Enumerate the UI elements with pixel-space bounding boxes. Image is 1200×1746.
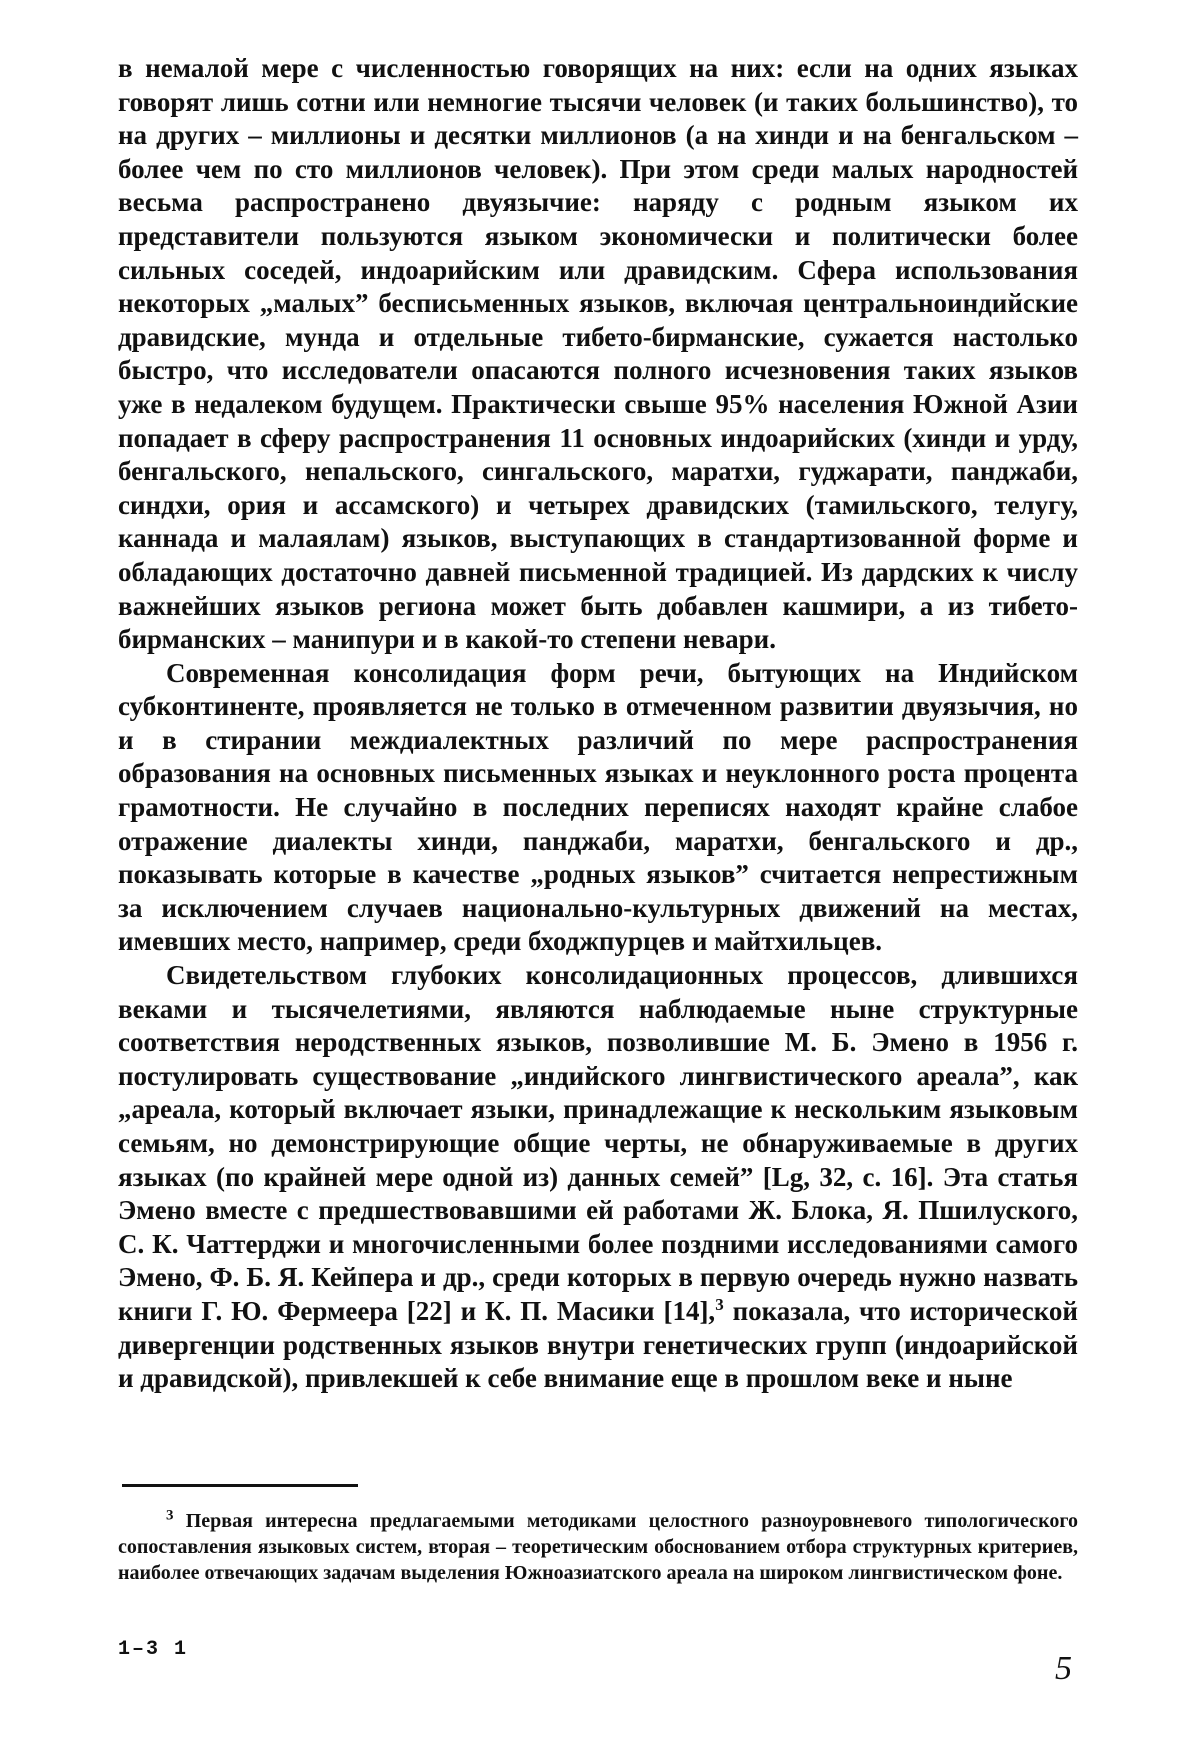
footnote-reference: 3 [715, 1294, 724, 1314]
printer-signature: 1–3 1 [118, 1638, 189, 1661]
footnote-divider [122, 1484, 358, 1487]
paragraph-1: в немалой мере с численностью говорящих на них: если на одних языках говорят лишь сотни или немногие тысячи человек (и таких большинство), то на других – миллионы и десятки миллионов (а на хинди и на бенгальском – более чем по сто миллионов человек). При этом среди малых народностей весьма распространено двуязычие: наряду с родным языком их представители пользуются языком экономически и политически более сильных соседей, индоарийским или дравидским. Сфера использования некоторых „малых” бесписьменных языков, включая центральноиндийские дравидские, мунда и отдельные тибето-бирманские, сужается настолько быстро, что исследователи опасаются полного исчезновения таких языков уже в недалеком будущем. Практически свыше 95% населения Южной Азии попадает в сферу распространения 11 основных индоарийских (хинди и урду, бенгальского, непальского, сингальского, маратхи, гуджарати, панджаби, синдхи, ория и ассамского) и четырех дравидских (тамильского, телугу, каннада и малаялам) языков, выступающих в стандартизованной форме и обладающих достаточно давней письменной традицией. Из дардских к числу важнейших языков региона может быть добавлен кашмири, а из тибето-бирманских – манипури и в какой-то степени невари. [118, 53, 1078, 655]
paragraph-3-text-end: показала, что исторической дивергенции родственных языков внутри генетических групп (индоарийской и дравидской), привлекшей к себе внимание еще в прошлом веке и ныне [118, 1295, 1078, 1394]
footnote [118, 1508, 1078, 1586]
footnote-marker: 3 [166, 1507, 174, 1524]
paragraph-2: Современная консолидация форм речи, бытующих на Индийском субконтиненте, проявляется не только в отмеченном развитии двуязычия, но и в стирании междиалектных различий по мере распространения образования на основных письменных языках и неуклонного роста процента грамотности. Не случайно в последних переписях находят крайне слабое отражение диалекты хинди, панджаби, маратхи, бенгальского и др., показывать которые в качестве „родных языков” считается непрестижным за исключением случаев национально-культурных движений на местах, имевших место, например, среди бходжпурцев и майтхильцев. [118, 657, 1078, 957]
footnote-text: Первая интересна предлагаемыми методиками целостного разноуровневого типологического сопоставления языковых систем, вторая – теоретическим обоснованием отбора структурных критериев, наиболее отвечающих задачам выделения Южноазиатского ареала на широком лингвистическом фоне. [118, 1510, 1078, 1584]
paragraph-3 [118, 959, 1078, 1396]
main-text [118, 52, 1078, 1396]
paragraph-3-text-start: Свидетельством глубоких консолидационных процессов, длившихся веками и тысячелетиями, являются наблюдаемые ныне структурные соответствия неродственных языков, позволившие М. Б. Эмено в 1956 г. постулировать существование „индийского лингвистического ареала”, как „ареала, который включает языки, принадлежащие к нескольким языковым семьям, но демонстрирующие общие черты, не обнаруживаемые в других языках (по крайней мере одной из) данных семей” [Lg, 32, с. 16]. Эта статья Эмено вместе с предшествовавшими ей работами Ж. Блока, Я. Пшилуского, С. К. Чаттерджи и многочисленными более поздними исследованиями самого Эмено, Ф. Б. Я. Кейпера и др., среди которых в первую очередь нужно назвать книги Г. Ю. Фермеера [22] и К. П. Масики [14], [118, 960, 1078, 1326]
page-number: 5 [1055, 1650, 1072, 1687]
